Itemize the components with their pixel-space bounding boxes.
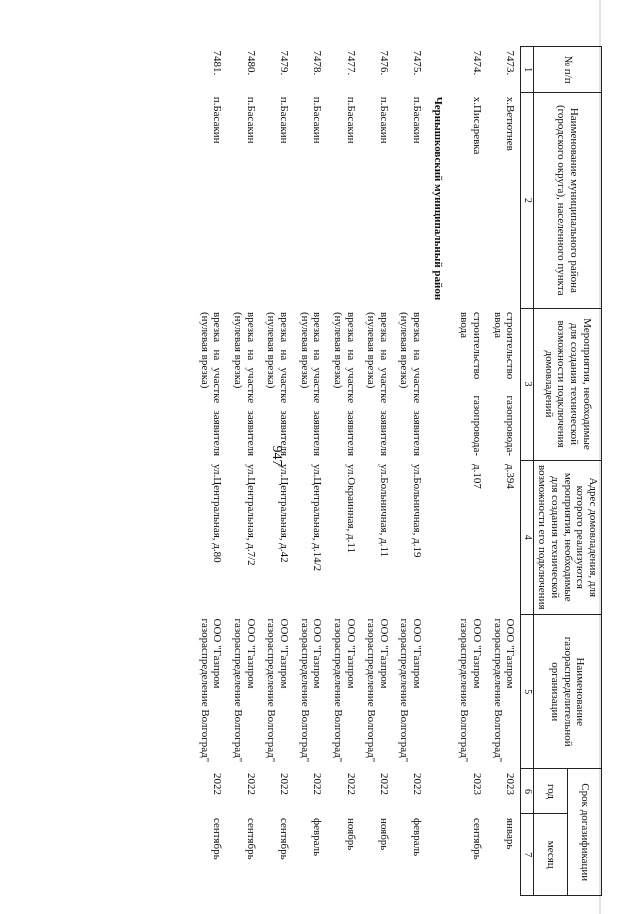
- row-org: ООО "Газпром газораспределение Волгоград": [458, 618, 484, 763]
- row-num: 7481.: [211, 50, 224, 76]
- row-place: п.Басакин: [377, 96, 390, 144]
- row-month: сентябрь: [277, 817, 290, 860]
- row-place: п.Басакин: [411, 96, 424, 144]
- table-row: [361, 47, 394, 896]
- row-place: п.Басакин: [211, 96, 224, 144]
- gasification-table: [194, 46, 602, 896]
- row-month: сентябрь: [244, 817, 257, 860]
- header-org: Наименование газораспределительной организации: [533, 615, 601, 769]
- row-address: ул.Центральная, д.14/2: [311, 464, 324, 572]
- row-place: п.Басакин: [344, 96, 357, 144]
- row-year: 2023: [471, 772, 484, 795]
- table-row: [261, 47, 294, 896]
- row-place: п.Басакин: [311, 96, 324, 144]
- header-activity: Мероприятия, необходимые для создания технической возможности подключения домовладений: [533, 308, 601, 460]
- table-row: [294, 47, 327, 896]
- page-number: 947: [269, 445, 284, 467]
- row-month: ноябрь: [377, 817, 390, 851]
- table-row: [327, 47, 360, 896]
- row-activity: врезка на участке заявителя (нулевая врезка): [365, 312, 390, 457]
- row-org: ООО "Газпром газораспределение Волгоград": [398, 618, 424, 763]
- row-year: 2022: [244, 772, 257, 795]
- row-activity: врезка на участке заявителя (нулевая врезка): [198, 312, 224, 457]
- row-num: 7473.: [504, 50, 517, 76]
- row-address: д.107: [471, 464, 484, 489]
- index-cell: 1: [521, 47, 534, 93]
- row-address: ул.Больничная, д.19: [411, 464, 424, 558]
- row-place: х.Писаревка: [471, 96, 484, 155]
- row-org: ООО "Газпром газораспределение Волгоград": [198, 618, 224, 763]
- row-month: февраль: [411, 817, 424, 857]
- header-address: Адрес домовладения, для которого реализуются мероприятия, необходимые для создания технической возможности его подключения: [533, 460, 601, 614]
- row-year: 2022: [344, 772, 357, 795]
- row-year: 2022: [411, 772, 424, 795]
- table-row: [394, 47, 427, 896]
- row-activity: врезка на участке заявителя (нулевая врезка): [298, 312, 324, 457]
- header-year: год: [533, 769, 567, 814]
- row-num: 7479.: [277, 50, 290, 76]
- index-cell: 4: [521, 460, 534, 614]
- row-activity: строительство газопровода-ввода: [458, 312, 484, 457]
- table-row: [454, 47, 487, 896]
- row-address: д.394: [504, 464, 517, 489]
- row-num: 7475.: [411, 50, 424, 76]
- index-cell: 5: [521, 615, 534, 769]
- row-org: ООО "Газпром газораспределение Волгоград": [298, 618, 324, 763]
- row-month: ноябрь: [344, 817, 357, 851]
- row-activity: врезка на участке заявителя (нулевая врезка): [331, 312, 357, 457]
- row-org: ООО "Газпром газораспределение Волгоград": [331, 618, 357, 763]
- district-name: Чернышковский муниципальный район: [431, 96, 444, 301]
- header-index-row: [521, 47, 534, 896]
- row-place: х.Ветютнев: [504, 96, 517, 151]
- table-header: [521, 47, 602, 896]
- row-year: 2022: [311, 772, 324, 795]
- row-year: 2022: [277, 772, 290, 795]
- row-activity: врезка на участке заявителя (нулевая врезка): [232, 312, 257, 457]
- row-num: 7477.: [344, 50, 357, 76]
- row-month: сентябрь: [211, 817, 224, 860]
- row-num: 7480.: [244, 50, 257, 76]
- row-activity: строительство газопровода-ввода: [491, 312, 517, 457]
- table-row: [227, 47, 260, 896]
- row-num: 7474.: [471, 50, 484, 76]
- row-month: февраль: [311, 817, 324, 857]
- table-row: [487, 47, 521, 896]
- rotated-table-container: [82, 46, 602, 896]
- index-cell: 3: [521, 308, 534, 460]
- table-area: [82, 46, 602, 896]
- row-place: п.Басакин: [277, 96, 290, 144]
- row-year: 2023: [504, 772, 517, 795]
- row-address: ул.Центральная, д.7/2: [244, 464, 257, 566]
- row-org: ООО "Газпром газораспределение Волгоград": [265, 618, 290, 763]
- row-num: 7478.: [311, 50, 324, 76]
- header-num: № п/п: [533, 47, 601, 93]
- header-place: Наименование муниципального района (городского округа), населенного пункта: [533, 93, 601, 308]
- row-activity: врезка на участке заявителя (нулевая врезка): [265, 312, 290, 457]
- header-month: месяц: [533, 814, 567, 896]
- row-place: п.Басакин: [244, 96, 257, 144]
- index-cell: 7: [521, 814, 534, 896]
- index-cell: 2: [521, 93, 534, 308]
- header-deadline: Срок догазификации: [567, 769, 601, 896]
- row-month: сентябрь: [471, 817, 484, 860]
- row-org: ООО "Газпром газораспределение Волгоград": [232, 618, 257, 763]
- table-body: [194, 47, 521, 896]
- row-address: ул.Центральная, д.80: [211, 464, 224, 563]
- row-address: ул.Центральная, д.42: [277, 464, 290, 563]
- row-month: январь: [504, 817, 517, 850]
- row-year: 2022: [211, 772, 224, 795]
- row-org: ООО "Газпром газораспределение Волгоград": [491, 618, 517, 763]
- row-org: ООО "Газпром газораспределение Волгоград": [365, 618, 390, 763]
- district-row: [427, 47, 454, 896]
- row-address: ул.Окраинная, д.11: [344, 464, 357, 553]
- table-row: [194, 47, 227, 896]
- row-activity: врезка на участке заявителя (нулевая врезка): [398, 312, 424, 457]
- row-num: 7476.: [377, 50, 390, 76]
- index-cell: 6: [521, 769, 534, 814]
- row-address: ул.Больничная, д.11: [377, 464, 390, 558]
- row-year: 2022: [377, 772, 390, 795]
